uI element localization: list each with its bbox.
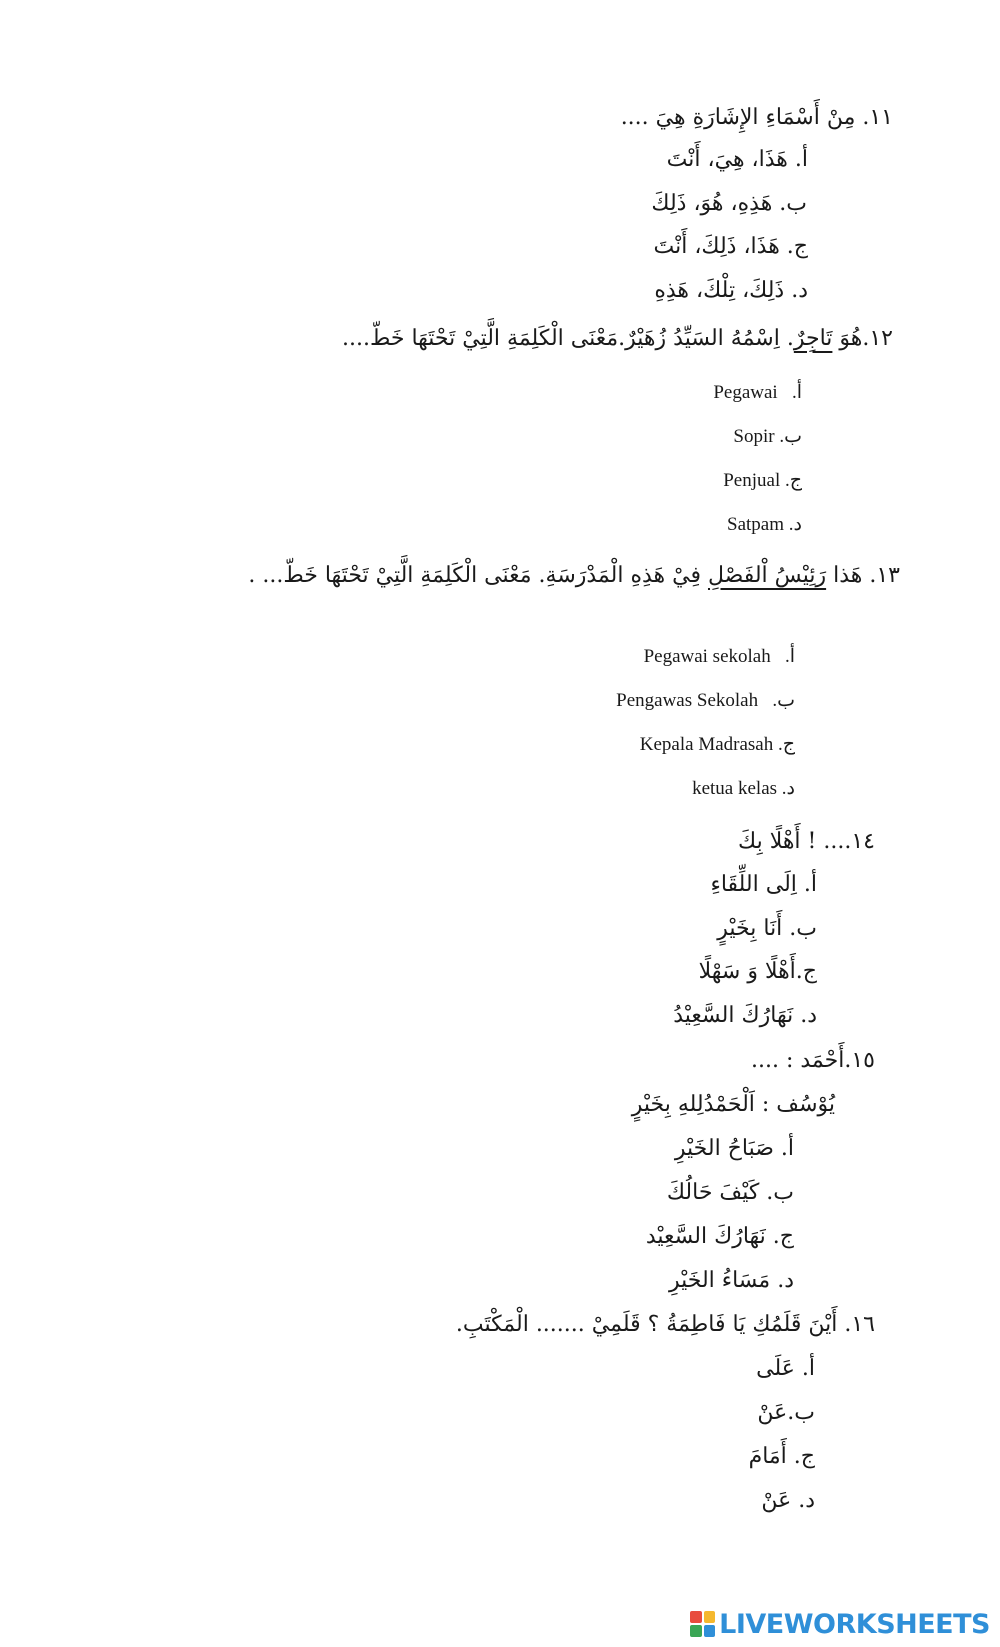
question-16-option-b[interactable]: ب.عَنْ (757, 1400, 815, 1425)
question-11-option-d[interactable]: د. ذَلِكَ، تِلْكَ، هَذِهِ (654, 278, 808, 303)
question-16-stem: ١٦. أَيْنَ قَلَمُكِ يَا فَاطِمَةُ ؟ قَلَمِيْ ....... الْمَكْتَبِ. (455, 1312, 875, 1337)
question-12-stem-start: ١٢.هُوَ (832, 326, 893, 351)
question-12-option-b[interactable] (733, 422, 802, 452)
question-12-option-a[interactable] (713, 378, 802, 408)
liveworksheets-logo[interactable] (690, 1608, 990, 1640)
question-15-option-d[interactable]: د. مَسَاءُ الخَيْرِ (668, 1268, 794, 1293)
question-13-stem-start: ١٣. هَذا (826, 563, 900, 588)
logo-square-yellow (704, 1611, 716, 1623)
question-13-underlined-word: رَئِيْسُ اْلفَصْلِ (707, 563, 827, 588)
option-text: Pengawas Sekolah (616, 690, 759, 711)
option-letter: د. (788, 514, 802, 535)
logo-square-green (690, 1625, 702, 1637)
question-14-stem: ١٤.... ! أَهْلًا بِكَ (738, 829, 875, 854)
option-letter: ب. (772, 690, 795, 711)
question-16-option-a[interactable]: أ. عَلَى (756, 1356, 815, 1381)
question-11-stem: ١١. مِنْ أَسْمَاءِ الإِشَارَةِ هِيَ .... (620, 105, 893, 130)
logo-square-red (690, 1611, 702, 1623)
question-13-stem (248, 561, 900, 591)
question-13-option-b[interactable] (616, 686, 795, 716)
option-letter: د. (781, 778, 795, 799)
question-12-option-d[interactable] (727, 510, 802, 540)
option-text: ketua kelas (692, 778, 778, 799)
question-14-option-b[interactable]: ب. أَنَا بِخَيْرٍ (717, 916, 817, 941)
question-15-option-b[interactable]: ب. كَيْفَ حَالُكَ (666, 1180, 794, 1205)
question-15-dialog-line: يُوْسُف : اَلْحَمْدُلِلهِ بِخَيْرٍ (631, 1092, 835, 1117)
liveworksheets-logo-icon (690, 1611, 715, 1637)
liveworksheets-wordmark: LIVEWORKSHEETS (719, 1608, 990, 1640)
question-15-option-a[interactable]: أ. صَبَاحُ الخَيْرِ (674, 1136, 794, 1161)
question-11-option-b[interactable]: ب. هَذِهِ، هُوَ، ذَلِكَ (651, 191, 807, 216)
option-text: Penjual (723, 470, 781, 491)
question-11-option-c[interactable]: ج. هَذَا، ذَلِكَ، أَنْتَ (653, 234, 808, 259)
question-12-stem (342, 324, 893, 354)
question-14-option-a[interactable]: أ. اِلَى اللِّقَاءِ (710, 872, 817, 897)
question-15-option-c[interactable]: ج. نَهَارُكَ السَّعِيْد (645, 1224, 794, 1249)
option-text: Pegawai sekolah (643, 646, 771, 667)
question-11-option-a[interactable]: أ. هَذَا، هِيَ، أَنْتَ (666, 147, 808, 172)
question-14-option-c[interactable]: ج.أَهْلًا وَ سَهْلًا (698, 959, 817, 984)
option-letter: ج. (784, 470, 802, 491)
question-12-option-c[interactable] (723, 466, 802, 496)
question-14-option-d[interactable]: د. نَهَارُكَ السَّعِيْدُ (673, 1003, 817, 1028)
question-13-option-d[interactable] (692, 774, 795, 804)
question-16-option-c[interactable]: ج. أَمَامَ (748, 1444, 815, 1469)
question-12-stem-end: . اِسْمُهُ السَيِّدُ زُهَيْرٌ.مَعْنَى الْكَلِمَةِ الَّتِيْ تَحْتَهَا خَطّ.... (342, 326, 794, 351)
option-letter: ج. (777, 734, 795, 755)
question-13-stem-end: فِيْ هَذِهِ الْمَدْرَسَةِ. مَعْنَى الْكَلِمَةِ الَّتِيْ تَحْتَهَا خَطّ... . (248, 563, 708, 588)
option-text: Kepala Madrasah (639, 734, 774, 755)
option-letter: أ. (791, 382, 802, 403)
option-letter: أ. (784, 646, 795, 667)
question-15-stem: ١٥.أَحْمَد : .... (751, 1048, 875, 1073)
question-16-option-d[interactable]: د. عَنْ (761, 1488, 815, 1513)
question-13-option-a[interactable] (644, 642, 795, 672)
logo-square-blue (704, 1625, 716, 1637)
question-13-option-c[interactable] (640, 730, 795, 760)
option-text: Satpam (727, 514, 785, 535)
option-text: Sopir (733, 426, 775, 447)
option-text: Pegawai (713, 382, 778, 403)
option-letter: ب. (779, 426, 802, 447)
question-12-underlined-word: تَاجِرٌ (793, 326, 833, 351)
